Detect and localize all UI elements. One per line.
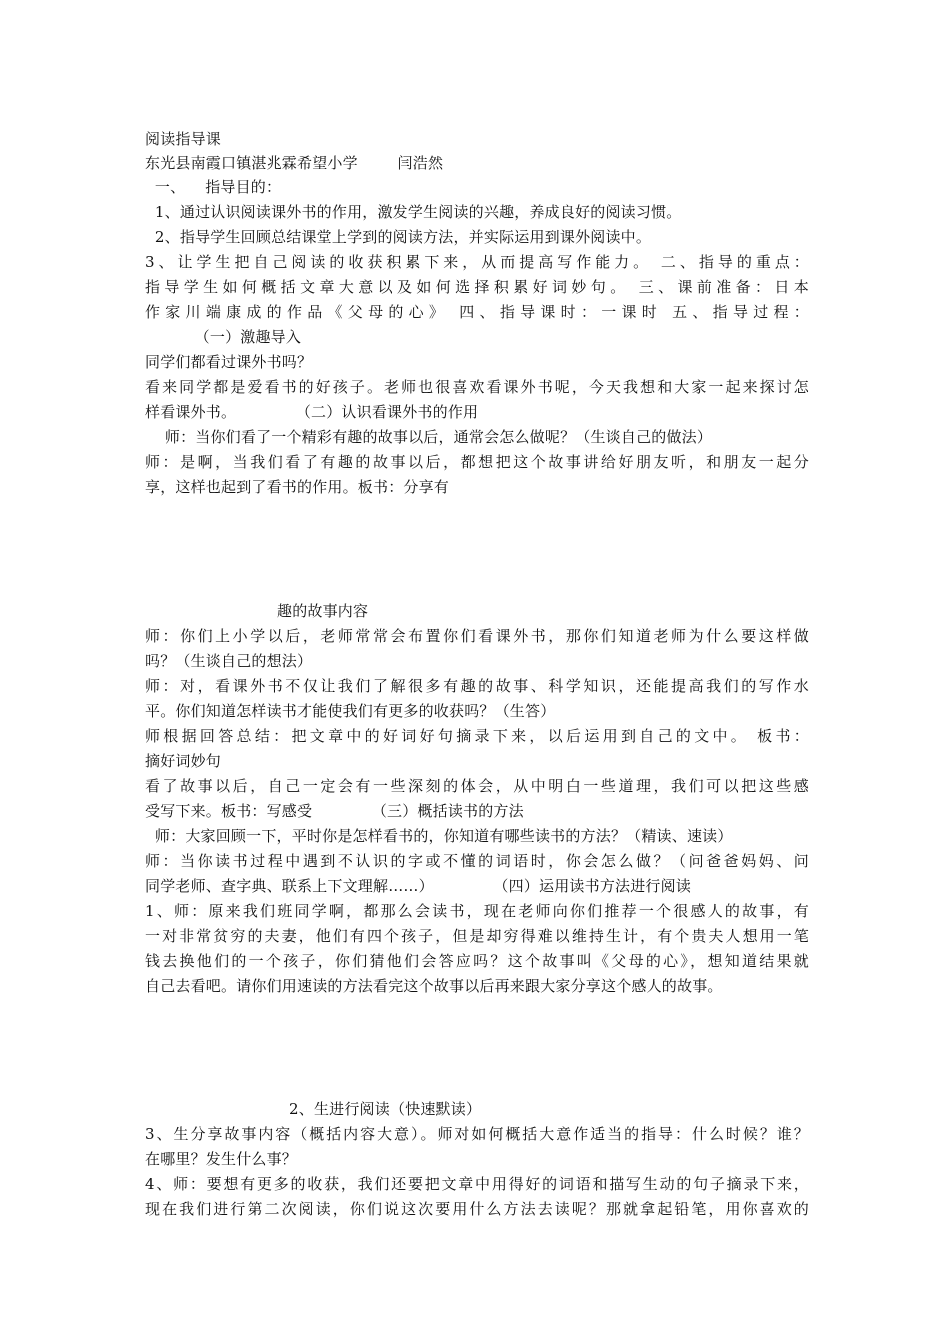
text-line: 平。你们知道怎样读书才能使我们有更多的收获吗？（生答） xyxy=(145,702,556,720)
text-line: 样看课外书。 （二）认识看课外书的作用 xyxy=(145,403,479,421)
text-line: 同学们都看过课外书吗？ xyxy=(145,353,313,371)
text-line: 4、师：要想有更多的收获，我们还要把文章中用得好的词语和描写生动的句子摘录下来， xyxy=(145,1175,809,1193)
text-line: 在哪里？发生什么事？ xyxy=(145,1150,298,1168)
text-line: 钱去换他们的一个孩子，你们猜他们会答应吗？这个故事叫《父母的心》，想知道结果就 xyxy=(145,952,809,970)
text-line: 3、生分享故事内容（概括内容大意）。师对如何概括大意作适当的指导：什么时候？谁？ xyxy=(145,1125,809,1143)
text-line: 师：对，看课外书不仅让我们了解很多有趣的故事、科学知识，还能提高我们的写作水 xyxy=(145,677,809,695)
text-line: 享，这样也起到了看书的作用。板书：分享有 xyxy=(145,478,450,496)
text-line: 指导学生如何概括文章大意以及如何选择积累好词妙句。 三、课前准备：日本 xyxy=(145,278,809,296)
text-line: 2、生进行阅读（快速默读） xyxy=(289,1100,482,1118)
text-line: 看来同学都是爱看书的好孩子。老师也很喜欢看课外书呢，今天我想和大家一起来探讨怎 xyxy=(145,378,809,396)
text-line: 摘好词妙句 xyxy=(145,752,222,770)
text-line: 师根据回答总结：把文章中的好词好句摘录下来，以后运用到自己的文中。 板书： xyxy=(145,727,809,745)
text-line: 师：当你读书过程中遇到不认识的字或不懂的词语时，你会怎么做？（问爸爸妈妈、问 xyxy=(145,852,809,870)
text-line: 1、通过认识阅读课外书的作用，激发学生阅读的兴趣，养成良好的阅读习惯。 xyxy=(145,203,682,221)
text-line: 趣的故事内容 xyxy=(277,602,369,620)
author-line: 东光县南霞口镇湛兆霖希望小学 闫浩然 xyxy=(145,154,444,172)
text-line: 师：是啊，当我们看了有趣的故事以后，都想把这个故事讲给好朋友听，和朋友一起分 xyxy=(145,453,809,471)
text-line: 作家川端康成的作品《父母的心》 四、指导课时：一课时 五、指导过程： xyxy=(145,303,809,321)
section-heading: （一）激趣导入 xyxy=(145,328,302,346)
text-line: 师：大家回顾一下，平时你是怎样看书的，你知道有哪些读书的方法？（精读、速读） xyxy=(145,827,733,845)
text-line: 一对非常贫穷的夫妻，他们有四个孩子，但是却穷得难以维持生计，有个贵夫人想用一笔 xyxy=(145,927,809,945)
text-line: 1、师：原来我们班同学啊，都那么会读书，现在老师向你们推荐一个很感人的故事，有 xyxy=(145,902,809,920)
text-line: 看了故事以后，自己一定会有一些深刻的体会，从中明白一些道理，我们可以把这些感 xyxy=(145,777,809,795)
text-line: 2、指导学生回顾总结课堂上学到的阅读方法，并实际运用到课外阅读中。 xyxy=(145,228,652,246)
text-line: 吗？（生谈自己的想法） xyxy=(145,652,313,670)
text-line: 3、让学生把自己阅读的收获积累下来，从而提高写作能力。 二、指导的重点： xyxy=(145,253,809,271)
section-heading: 一、 指导目的： xyxy=(145,178,282,196)
text-line: 同学老师、查字典、联系上下文理解……） （四）运用读书方法进行阅读 xyxy=(145,877,692,895)
text-line: 师：当你们看了一个精彩有趣的故事以后，通常会怎么做呢？（生谈自己的做法） xyxy=(145,428,713,446)
text-line: 现在我们进行第二次阅读，你们说这次要用什么方法去读呢？那就拿起铅笔，用你喜欢的 xyxy=(145,1200,809,1218)
text-line: 自己去看吧。请你们用速读的方法看完这个故事以后再来跟大家分享这个感人的故事。 xyxy=(145,977,723,995)
doc-title: 阅读指导课 xyxy=(145,130,222,148)
text-line: 受写下来。板书：写感受 （三）概括读书的方法 xyxy=(145,802,524,820)
text-line: 师：你们上小学以后，老师常常会布置你们看课外书，那你们知道老师为什么要这样做 xyxy=(145,627,809,645)
